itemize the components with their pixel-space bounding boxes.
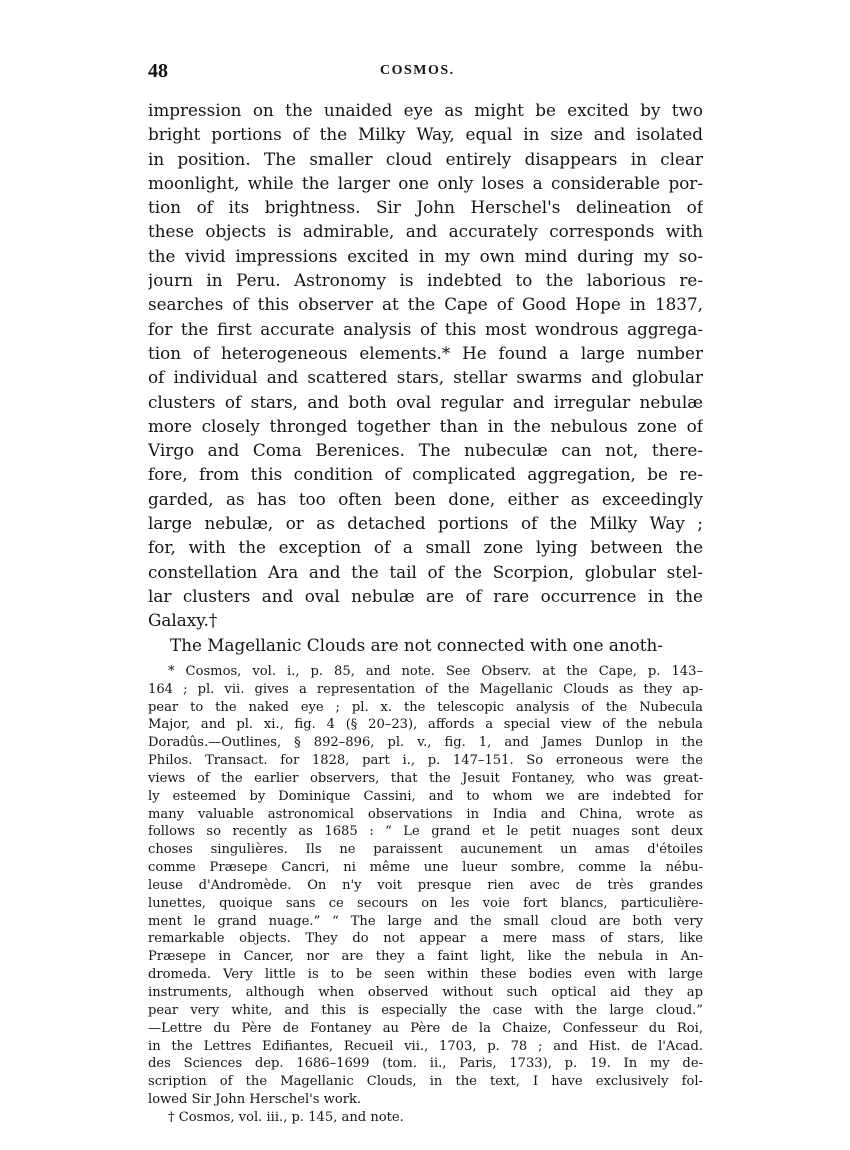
body-line: Virgo and Coma Berenices. The nubeculæ can not, there-: [148, 440, 703, 461]
body-line: fore, from this condition of complicated aggregation, be re-: [148, 464, 703, 485]
body-line: clusters of stars, and both oval regular and irregular nebulæ: [148, 391, 703, 412]
body-line: constellation Ara and the tail of the Scorpion, globular stel-: [148, 561, 703, 582]
body-line: lar clusters and oval nebulæ are of rare occurrence in the: [148, 585, 703, 606]
body-line: tion of heterogeneous elements.* He found a large number: [148, 342, 703, 363]
footnote-line: Philos. Transact. for 1828, part i., p. 147–151. So erroneous were the: [148, 753, 703, 769]
body-line: garded, as has too often been done, either as exceedingly: [148, 488, 703, 509]
footnote-line: comme Præsepe Cancri, ni même une lueur sombre, comme la nébu-: [148, 860, 703, 876]
footnote-line: —Lettre du Père de Fontaney au Père de la Chaize, Confesseur du Roi,: [148, 1020, 703, 1036]
body-line: searches of this observer at the Cape of Good Hope in 1837,: [148, 294, 703, 315]
footnote-line: leuse d'Andromède. On n'y voit presque rien avec de très grandes: [148, 877, 703, 893]
footnote-line: Doradûs.—Outlines, § 892–896, pl. v., fig. 1, and James Dunlop in the: [148, 735, 703, 751]
footnote-line: ly esteemed by Dominique Cassini, and to whom we are indebted for: [148, 788, 703, 804]
footnote-line: ment le grand nuage.” “ The large and the small cloud are both very: [148, 913, 703, 929]
footnote-line: many valuable astronomical observations in India and China, wrote as: [148, 806, 703, 822]
body-line: for the first accurate analysis of this most wondrous aggrega-: [148, 318, 703, 339]
footnote-line: pear to the naked eye ; pl. x. the telescopic analysis of the Nubecula: [148, 699, 703, 715]
body-line: large nebulæ, or as detached portions of the Milky Way ;: [148, 513, 703, 534]
footnote-line: follows so recently as 1685 : “ Le grand et le petit nuages sont deux: [148, 824, 703, 840]
body-line: the vivid impressions excited in my own mind during my so-: [148, 245, 703, 266]
body-line: moonlight, while the larger one only loses a considerable por-: [148, 172, 703, 193]
footnote-line: remarkable objects. They do not appear a mere mass of stars, like: [148, 931, 703, 947]
book-page: [148, 58, 703, 1127]
footnote-line: dromeda. Very little is to be seen within these bodies even with large: [148, 967, 703, 983]
body-line: in position. The smaller cloud entirely disappears in clear: [148, 148, 703, 169]
footnote-line: pear very white, and this is especially the case with the large cloud.”: [148, 1002, 703, 1018]
body-text: [148, 98, 703, 657]
footnote-line: instruments, although when observed without such optical aid they ap: [148, 985, 703, 1001]
footnote-line: 164 ; pl. vii. gives a representation of the Magellanic Clouds as they ap-: [148, 681, 703, 697]
body-line: The Magellanic Clouds are not connected with one anoth-: [170, 634, 663, 655]
footnote-line: choses singulières. Ils ne paraissent aucunement un amas d'étoiles: [148, 842, 703, 858]
footnote-line: lunettes, quoique sans ce secours on les voie fort blancs, particulière-: [148, 895, 703, 911]
body-line: more closely thronged together than in the nebulous zone of: [148, 415, 703, 436]
page-header: [148, 58, 703, 88]
body-line: journ in Peru. Astronomy is indebted to the laborious re-: [148, 270, 703, 291]
footnote-line: views of the earlier observers, that the Jesuit Fontaney, who was great-: [148, 770, 703, 786]
body-line: tion of its brightness. Sir John Herschel's delineation of: [148, 197, 703, 218]
footnote-line: scription of the Magellanic Clouds, in the text, I have exclusively fol-: [148, 1074, 703, 1090]
body-line: Galaxy.†: [148, 610, 218, 631]
footnote-line: * Cosmos, vol. i., p. 85, and note. See Observ. at the Cape, p. 143–: [168, 663, 703, 679]
body-line: of individual and scattered stars, stellar swarms and globular: [148, 367, 703, 388]
footnote-line: in the Lettres Edifiantes, Recueil vii., 1703, p. 78 ; and Hist. de l'Acad.: [148, 1038, 703, 1054]
body-line: these objects is admirable, and accurately corresponds with: [148, 221, 703, 242]
running-title: COSMOS.: [380, 63, 455, 78]
body-line: for, with the exception of a small zone lying between the: [148, 537, 703, 558]
footnote-line: Præsepe in Cancer, nor are they a faint light, like the nebula in An-: [148, 949, 703, 965]
footnotes: [148, 663, 703, 1127]
body-line: bright portions of the Milky Way, equal in size and isolated: [148, 124, 703, 145]
footnote-line: des Sciences dep. 1686–1699 (tom. ii., Paris, 1733), p. 19. In my de-: [148, 1056, 703, 1072]
page-number: 48: [148, 60, 168, 82]
footnote-line: lowed Sir John Herschel's work.: [148, 1092, 362, 1108]
footnote-line: † Cosmos, vol. iii., p. 145, and note.: [168, 1109, 404, 1125]
footnote-line: Major, and pl. xi., fig. 4 (§ 20–23), affords a special view of the nebula: [148, 717, 703, 733]
body-line: impression on the unaided eye as might be excited by two: [148, 100, 703, 120]
